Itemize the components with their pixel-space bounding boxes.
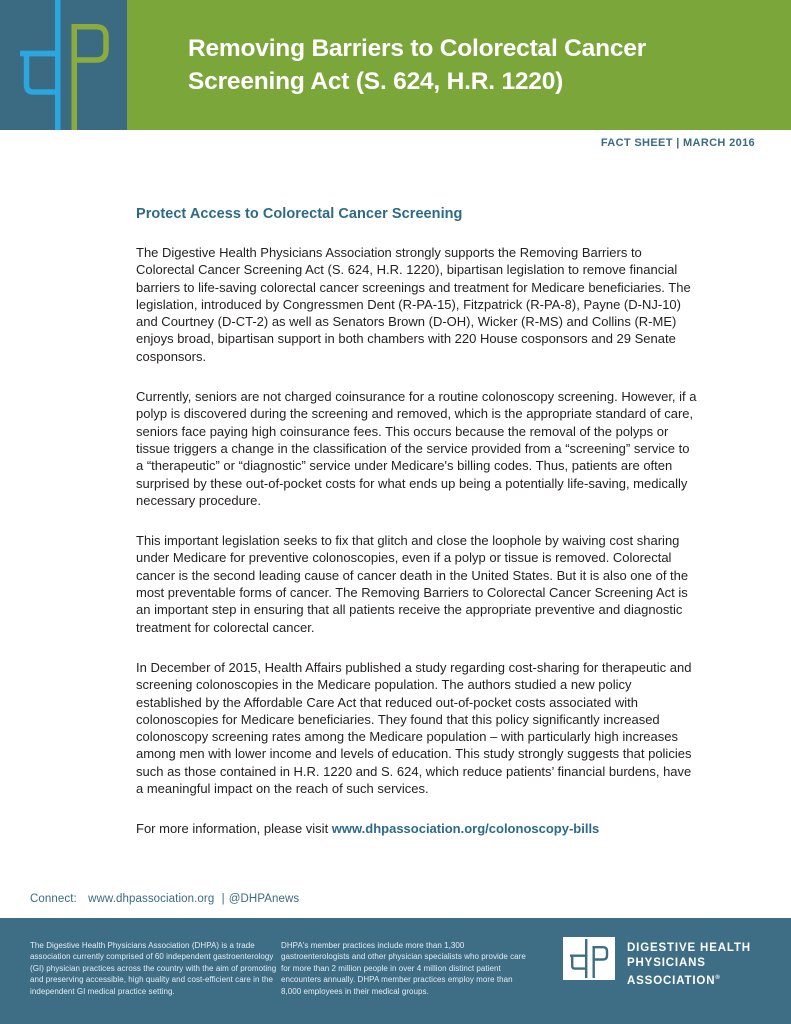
footer-membership-text: DHPA's member practices include more than 1,300 gastroenterologists and other physician specialists who provide care for more than 2 million people in over 4 million distinct patient encounters annually. DHPA member practices employ more than 8,000 employees in their medical groups. (281, 941, 526, 996)
connect-website-link[interactable]: www.dhpassociation.org (88, 893, 215, 905)
body-paragraph: This important legislation seeks to fix that glitch and close the loophole by waiving cost sharing under Medicare for preventive colonoscopies, even if a polyp or tissue is removed. Colorectal cancer is the second leading cause of cancer death in the United States. But it is also one of the most preventable forms of cancer. The Removing Barriers to Colorectal Cancer Screening Act is an important step in ensuring that all patients receive the appropriate preventive and diagnostic treatment for colorectal cancer. (136, 533, 689, 635)
footer-about-text: The Digestive Health Physicians Association (DHPA) is a trade association currently comprised of 60 independent gastroenterology (GI) physician practices across the country with the aim of promoting and preserving accessible, high quality and cost-efficient care in the independent GI medical practice setting. (30, 941, 277, 996)
connect-label: Connect: (30, 893, 77, 905)
registered-mark: ® (715, 975, 721, 981)
body-paragraph: Currently, seniors are not charged coinsurance for a routine colonoscopy screening. However, if a polyp is discovered during the screening and removed, which is the appropriate standard of care, seniors face paying high coinsurance fees. This occurs because the removal of the polyps or tissue triggers a change in the classification of the service provided from a “screening” service to a “therapeutic” or “diagnostic” service under Medicare's billing codes. Thus, patients are often surprised by these out-of-pocket costs for what ends up being a potentially life-saving, medically necessary procedure. (136, 389, 697, 508)
dhpa-footer-logo-icon (563, 937, 615, 980)
connect-bar (30, 893, 299, 905)
footer-logo-line-1: DIGESTIVE HEALTH (627, 942, 751, 954)
body-paragraph: In December of 2015, Health Affairs published a study regarding cost-sharing for therapeutic and screening colonoscopies in the Medicare population. The authors studied a new policy established by the Affordable Care Act that reduced out-of-pocket costs associated with colonoscopies for Medicare beneficiaries. They found that this policy significantly increased colonoscopy screening rates among the Medicare population – with particularly high increases among men with lower income and levels of education. This study strongly suggests that policies such as those contained in H.R. 1220 and S. 624, which reduce patients’ financial burdens, have a meaningful impact on the reach of such services. (136, 659, 692, 797)
dhpa-logo-icon (0, 0, 127, 130)
connect-twitter-handle[interactable]: @DHPAnews (228, 893, 300, 905)
factsheet-row (0, 130, 791, 162)
section-heading: Protect Access to Colorectal Cancer Screening (136, 206, 463, 222)
footer-logo-line-2: PHYSICIANS ASSOCIATION (627, 957, 716, 987)
more-information-prefix: For more information, please visit (136, 821, 332, 837)
footer-logo-wordmark (627, 941, 778, 989)
page-header (0, 0, 791, 130)
more-information-line (136, 820, 698, 837)
main-content (136, 206, 698, 838)
body-paragraph: The Digestive Health Physicians Association strongly supports the Removing Barriers to Colorectal Cancer Screening Act (S. 624, H.R. 1220), bipartisan legislation to remove financial barriers to life-saving colorectal cancer screenings and treatment for Medicare beneficiaries. The legislation, introduced by Congressmen Dent (R-PA-15), Fitzpatrick (R-PA-8), Payne (D-NJ-10) and Courtney (D-CT-2) as well as Senators Brown (D-OH), Wicker (R-MS) and Collins (R-ME) enjoys broad, bipartisan support in both chambers with 220 House cosponsors and 29 Senate cosponsors. (136, 245, 691, 364)
header-title-banner (127, 0, 791, 130)
header-logo-panel (0, 0, 127, 130)
colonoscopy-bills-link[interactable]: www.dhpassociation.org/colonoscopy-bills (331, 821, 600, 837)
factsheet-label: FACT SHEET | MARCH 2016 (600, 137, 755, 149)
footer-logo (563, 937, 778, 987)
page-title: Removing Barriers to Colorectal Cancer Screening Act (S. 624, H.R. 1220) (188, 34, 647, 95)
connect-separator: | (221, 893, 225, 905)
footer-logo-line-2-wrap (627, 956, 778, 989)
